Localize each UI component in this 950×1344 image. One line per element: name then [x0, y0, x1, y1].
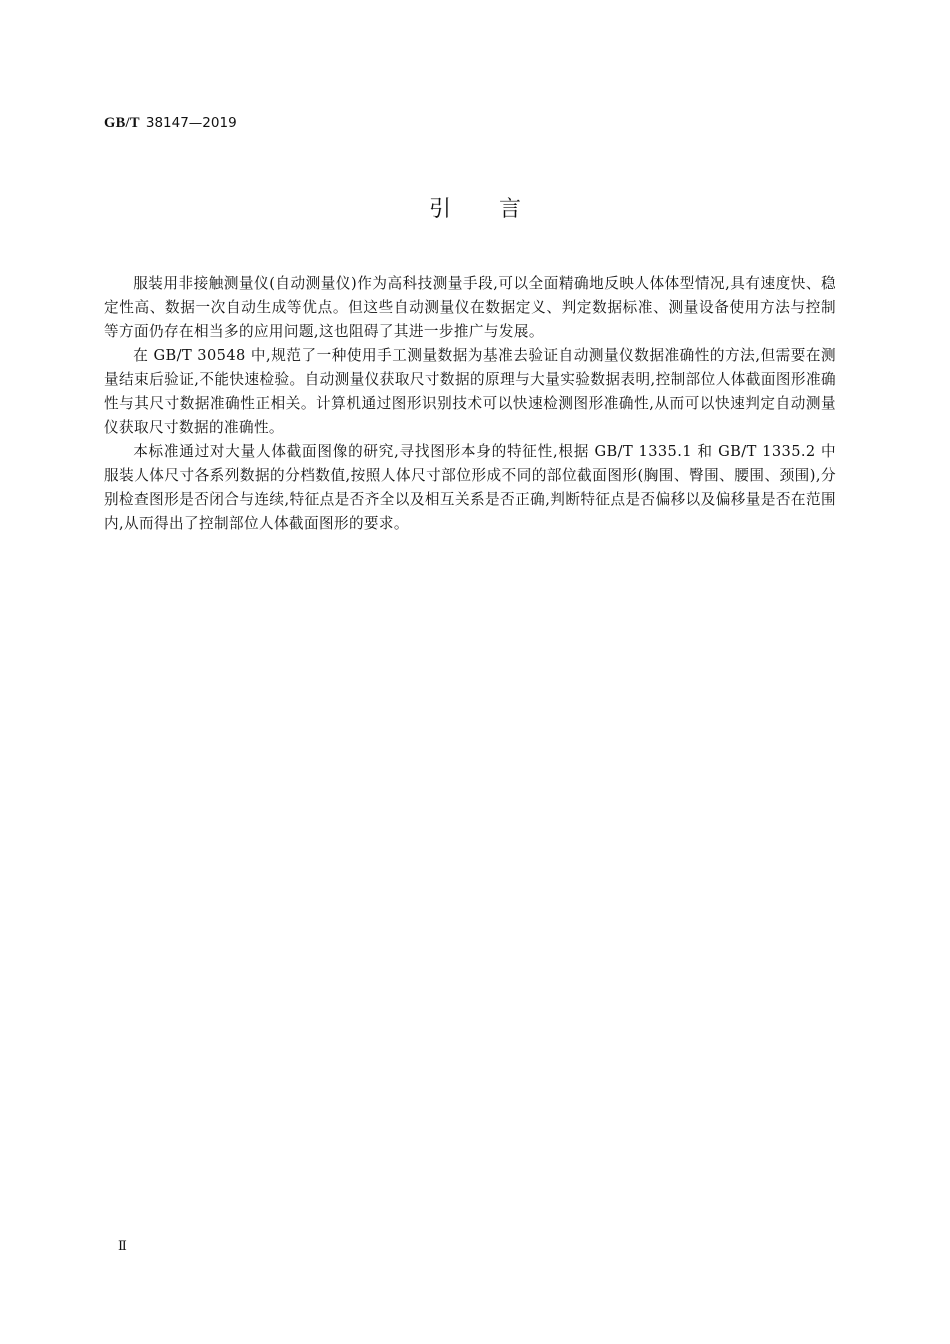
paragraph-1: 服装用非接触测量仪(自动测量仪)作为高科技测量手段,可以全面精确地反映人体体型情况,具有速度快、稳定性高、数据一次自动生成等优点。但这些自动测量仪在数据定义、判定数据标准、测量设备使用方法与控制等方面仍存在相当多的应用问题,这也阻碍了其进一步推广与发展。	[104, 275, 836, 340]
introduction-body	[104, 272, 836, 536]
document-header	[104, 114, 237, 132]
standard-number: 38147—2019	[145, 115, 237, 131]
paragraph-2: 在 GB/T 30548 中,规范了一种使用手工测量数据为基准去验证自动测量仪数据准确性的方法,但需要在测量结束后验证,不能快速检验。自动测量仪获取尺寸数据的原理与大量实验数据表明,控制部位人体截面图形准确性与其尺寸数据准确性正相关。计算机通过图形识别技术可以快速检测图形准确性,从而可以快速判定自动测量仪获取尺寸数据的准确性。	[104, 347, 836, 436]
paragraph-3: 本标准通过对大量人体截面图像的研究,寻找图形本身的特征性,根据 GB/T 1335.1 和 GB/T 1335.2 中服装人体尺寸各系列数据的分档数值,按照人体尺寸部位形成不同的部位截面图形(胸围、臀围、腰围、颈围),分别检查图形是否闭合与连续,特征点是否齐全以及相互关系是否正确,判断特征点是否偏移以及偏移量是否在范围内,从而得出了控制部位人体截面图形的要求。	[104, 443, 836, 532]
page-title-char-1: 引	[428, 197, 451, 222]
standard-code: GB/T	[104, 115, 140, 131]
page-title	[0, 195, 950, 225]
page-number: Ⅱ	[118, 1238, 127, 1253]
page-title-char-2: 言	[499, 197, 522, 222]
